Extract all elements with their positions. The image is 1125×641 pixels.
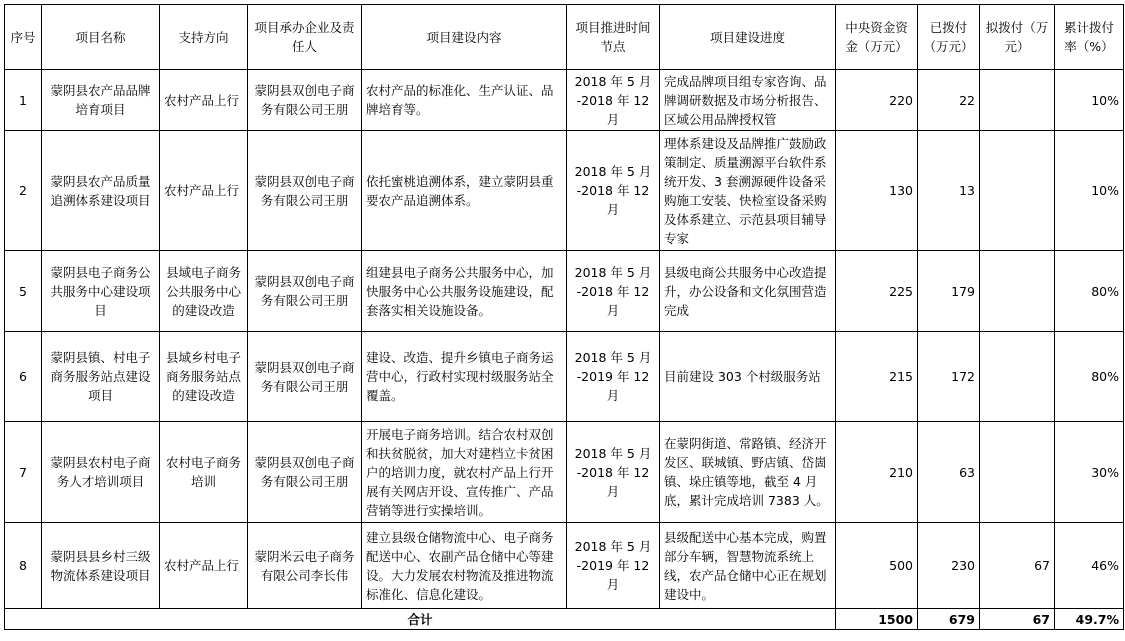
- total-central-fund: 1500: [836, 609, 918, 630]
- cell-rate: 10%: [1055, 131, 1124, 251]
- cell-company: 蒙阴县双创电子商务有限公司王朋: [248, 332, 362, 422]
- total-row: [5, 609, 1124, 630]
- project-fund-table: [4, 4, 1124, 630]
- cell-planned: 67: [980, 523, 1055, 609]
- total-rate: 49.7%: [1055, 609, 1124, 630]
- header-rate: 累计拨付率（%）: [1055, 5, 1124, 70]
- header-allocated: 已拨付（万元）: [918, 5, 980, 70]
- cell-direction: 农村产品上行: [160, 131, 248, 251]
- cell-planned: [980, 131, 1055, 251]
- cell-planned: [980, 422, 1055, 523]
- header-company: 项目承办企业及责任人: [248, 5, 362, 70]
- cell-content: 农村产品的标准化、生产认证、品牌培育等。: [362, 70, 567, 131]
- cell-seq: 7: [5, 422, 42, 523]
- table-row: [5, 523, 1124, 609]
- header-content: 项目建设内容: [362, 5, 567, 70]
- header-name: 项目名称: [42, 5, 160, 70]
- cell-planned: [980, 70, 1055, 131]
- header-direction: 支持方向: [160, 5, 248, 70]
- cell-seq: 1: [5, 70, 42, 131]
- cell-timeline: 2018 年 5 月 -2019 年 12 月: [567, 523, 660, 609]
- cell-planned: [980, 332, 1055, 422]
- cell-allocated: 179: [918, 251, 980, 332]
- cell-progress: 县级配送中心基本完成，购置部分车辆，智慧物流系统上线，农产品仓储中心正在规划建设中。: [660, 523, 836, 609]
- cell-progress: 理体系建设及品牌推广鼓励政策制定、质量溯源平台软件系统开发、3 套溯源硬件设备采购施工安装、快检室设备采购及体系建立、示范县项目辅导专家: [660, 131, 836, 251]
- cell-planned: [980, 251, 1055, 332]
- header-timeline: 项目推进时间节点: [567, 5, 660, 70]
- cell-rate: 80%: [1055, 332, 1124, 422]
- cell-progress: 县级电商公共服务中心改造提升，办公设备和文化氛围营造完成: [660, 251, 836, 332]
- cell-direction: 农村产品上行: [160, 70, 248, 131]
- cell-company: 蒙阴县双创电子商务有限公司王朋: [248, 422, 362, 523]
- table-row: [5, 332, 1124, 422]
- cell-direction: 农村产品上行: [160, 523, 248, 609]
- total-planned: 67: [980, 609, 1055, 630]
- cell-name: 蒙阴县农产品质量追溯体系建设项目: [42, 131, 160, 251]
- cell-central-fund: 500: [836, 523, 918, 609]
- cell-timeline: 2018 年 5 月 -2018 年 12 月: [567, 251, 660, 332]
- table-row: [5, 251, 1124, 332]
- header-row: [5, 5, 1124, 70]
- cell-seq: 2: [5, 131, 42, 251]
- total-label: 合计: [5, 609, 836, 630]
- cell-central-fund: 130: [836, 131, 918, 251]
- cell-seq: 6: [5, 332, 42, 422]
- cell-content: 依托蜜桃追溯体系，建立蒙阴县重要农产品追溯体系。: [362, 131, 567, 251]
- cell-company: 蒙阴县双创电子商务有限公司王朋: [248, 70, 362, 131]
- cell-direction: 县域乡村电子商务服务站点的建设改造: [160, 332, 248, 422]
- cell-allocated: 13: [918, 131, 980, 251]
- cell-company: 蒙阴县双创电子商务有限公司王朋: [248, 251, 362, 332]
- cell-central-fund: 220: [836, 70, 918, 131]
- header-progress: 项目建设进度: [660, 5, 836, 70]
- total-allocated: 679: [918, 609, 980, 630]
- cell-progress: 目前建设 303 个村级服务站: [660, 332, 836, 422]
- cell-company: 蒙阴县双创电子商务有限公司王朋: [248, 131, 362, 251]
- cell-timeline: 2018 年 5 月 -2018 年 12 月: [567, 422, 660, 523]
- cell-allocated: 22: [918, 70, 980, 131]
- cell-content: 建立县级仓储物流中心、电子商务配送中心、农副产品仓储中心等建设。大力发展农村物流及推进物流标准化、信息化建设。: [362, 523, 567, 609]
- cell-name: 蒙阴县农产品品牌培育项目: [42, 70, 160, 131]
- cell-allocated: 230: [918, 523, 980, 609]
- cell-content: 建设、改造、提升乡镇电子商务运营中心，行政村实现村级服务站全覆盖。: [362, 332, 567, 422]
- cell-central-fund: 225: [836, 251, 918, 332]
- cell-content: 开展电子商务培训。结合农村双创和扶贫脱贫，加大对建档立卡贫困户的培训力度，就农村产品上行开展有关网店开设、宣传推广、产品营销等进行实操培训。: [362, 422, 567, 523]
- cell-central-fund: 215: [836, 332, 918, 422]
- cell-content: 组建县电子商务公共服务中心，加快服务中心公共服务设施建设，配套落实相关设施设备。: [362, 251, 567, 332]
- table-row: [5, 422, 1124, 523]
- cell-rate: 80%: [1055, 251, 1124, 332]
- cell-name: 蒙阴县镇、村电子商务服务站点建设项目: [42, 332, 160, 422]
- header-planned: 拟拨付（万元）: [980, 5, 1055, 70]
- cell-name: 蒙阴县电子商务公共服务中心建设项目: [42, 251, 160, 332]
- cell-direction: 县域电子商务公共服务中心的建设改造: [160, 251, 248, 332]
- header-central-fund: 中央资金资金（万元）: [836, 5, 918, 70]
- cell-progress: 在蒙阴街道、常路镇、经济开发区、联城镇、野店镇、岱崮镇、垛庄镇等地，截至 4 月底，累计完成培训 7383 人。: [660, 422, 836, 523]
- cell-allocated: 172: [918, 332, 980, 422]
- cell-company: 蒙阴米云电子商务有限公司李长伟: [248, 523, 362, 609]
- cell-name: 蒙阴县农村电子商务人才培训项目: [42, 422, 160, 523]
- cell-timeline: 2018 年 5 月 -2018 年 12 月: [567, 70, 660, 131]
- cell-rate: 10%: [1055, 70, 1124, 131]
- cell-rate: 30%: [1055, 422, 1124, 523]
- cell-central-fund: 210: [836, 422, 918, 523]
- header-seq: 序号: [5, 5, 42, 70]
- cell-timeline: 2018 年 5 月 -2018 年 12 月: [567, 131, 660, 251]
- table-row: [5, 70, 1124, 131]
- cell-timeline: 2018 年 5 月 -2019 年 12 月: [567, 332, 660, 422]
- cell-allocated: 63: [918, 422, 980, 523]
- cell-direction: 农村电子商务培训: [160, 422, 248, 523]
- cell-rate: 46%: [1055, 523, 1124, 609]
- cell-name: 蒙阴县县乡村三级物流体系建设项目: [42, 523, 160, 609]
- cell-seq: 5: [5, 251, 42, 332]
- cell-progress: 完成品牌项目组专家咨询、品牌调研数据及市场分析报告、区域公用品牌授权管: [660, 70, 836, 131]
- table-row: [5, 131, 1124, 251]
- cell-seq: 8: [5, 523, 42, 609]
